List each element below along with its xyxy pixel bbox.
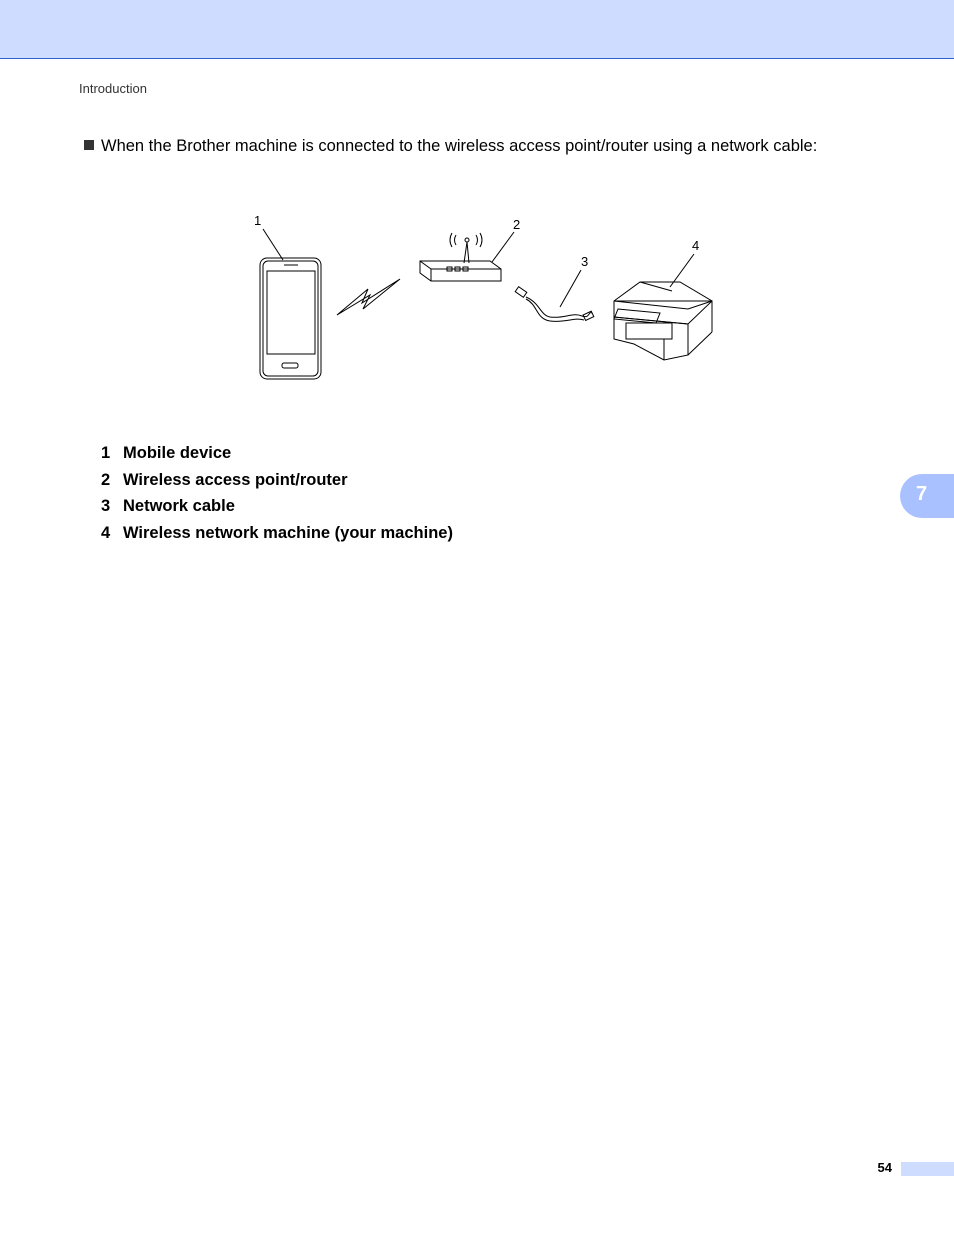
callout-1: 1 xyxy=(254,213,262,228)
square-bullet-icon xyxy=(84,140,94,150)
callout-3: 3 xyxy=(581,254,589,269)
network-cable-icon xyxy=(515,287,594,322)
legend-label: Network cable xyxy=(123,497,235,515)
legend-row xyxy=(101,523,453,550)
callout-leader-1 xyxy=(263,229,283,260)
header-band xyxy=(0,0,954,59)
figure-legend xyxy=(101,443,453,549)
page-footer-bar xyxy=(901,1162,954,1176)
legend-row xyxy=(101,443,453,470)
chapter-tab[interactable] xyxy=(900,474,954,518)
callout-2: 2 xyxy=(513,217,521,232)
wireless-signal-icon xyxy=(337,279,400,315)
legend-row xyxy=(101,496,453,523)
running-head: Introduction xyxy=(79,81,147,96)
legend-number: 1 xyxy=(101,444,111,462)
chapter-number: 7 xyxy=(916,483,928,505)
network-diagram-svg xyxy=(240,205,720,390)
legend-label: Mobile device xyxy=(123,444,232,462)
intro-bullet xyxy=(84,137,817,156)
legend-number: 2 xyxy=(101,470,111,489)
callout-4: 4 xyxy=(692,238,700,253)
printer-icon xyxy=(614,282,712,360)
callout-leader-3 xyxy=(560,270,581,307)
legend-label: Wireless access point/router xyxy=(123,470,348,489)
callout-leader-2 xyxy=(492,232,514,262)
legend-number: 4 xyxy=(101,523,111,542)
router-icon xyxy=(420,233,501,281)
network-diagram xyxy=(240,205,720,390)
legend-label: Wireless network machine (your machine) xyxy=(123,523,453,542)
mobile-device-icon xyxy=(260,258,321,379)
page-number: 54 xyxy=(877,1160,892,1175)
legend-row xyxy=(101,470,453,497)
legend-number: 3 xyxy=(101,497,111,515)
intro-text: When the Brother machine is connected to the wireless access point/router using a network cable: xyxy=(101,137,818,155)
